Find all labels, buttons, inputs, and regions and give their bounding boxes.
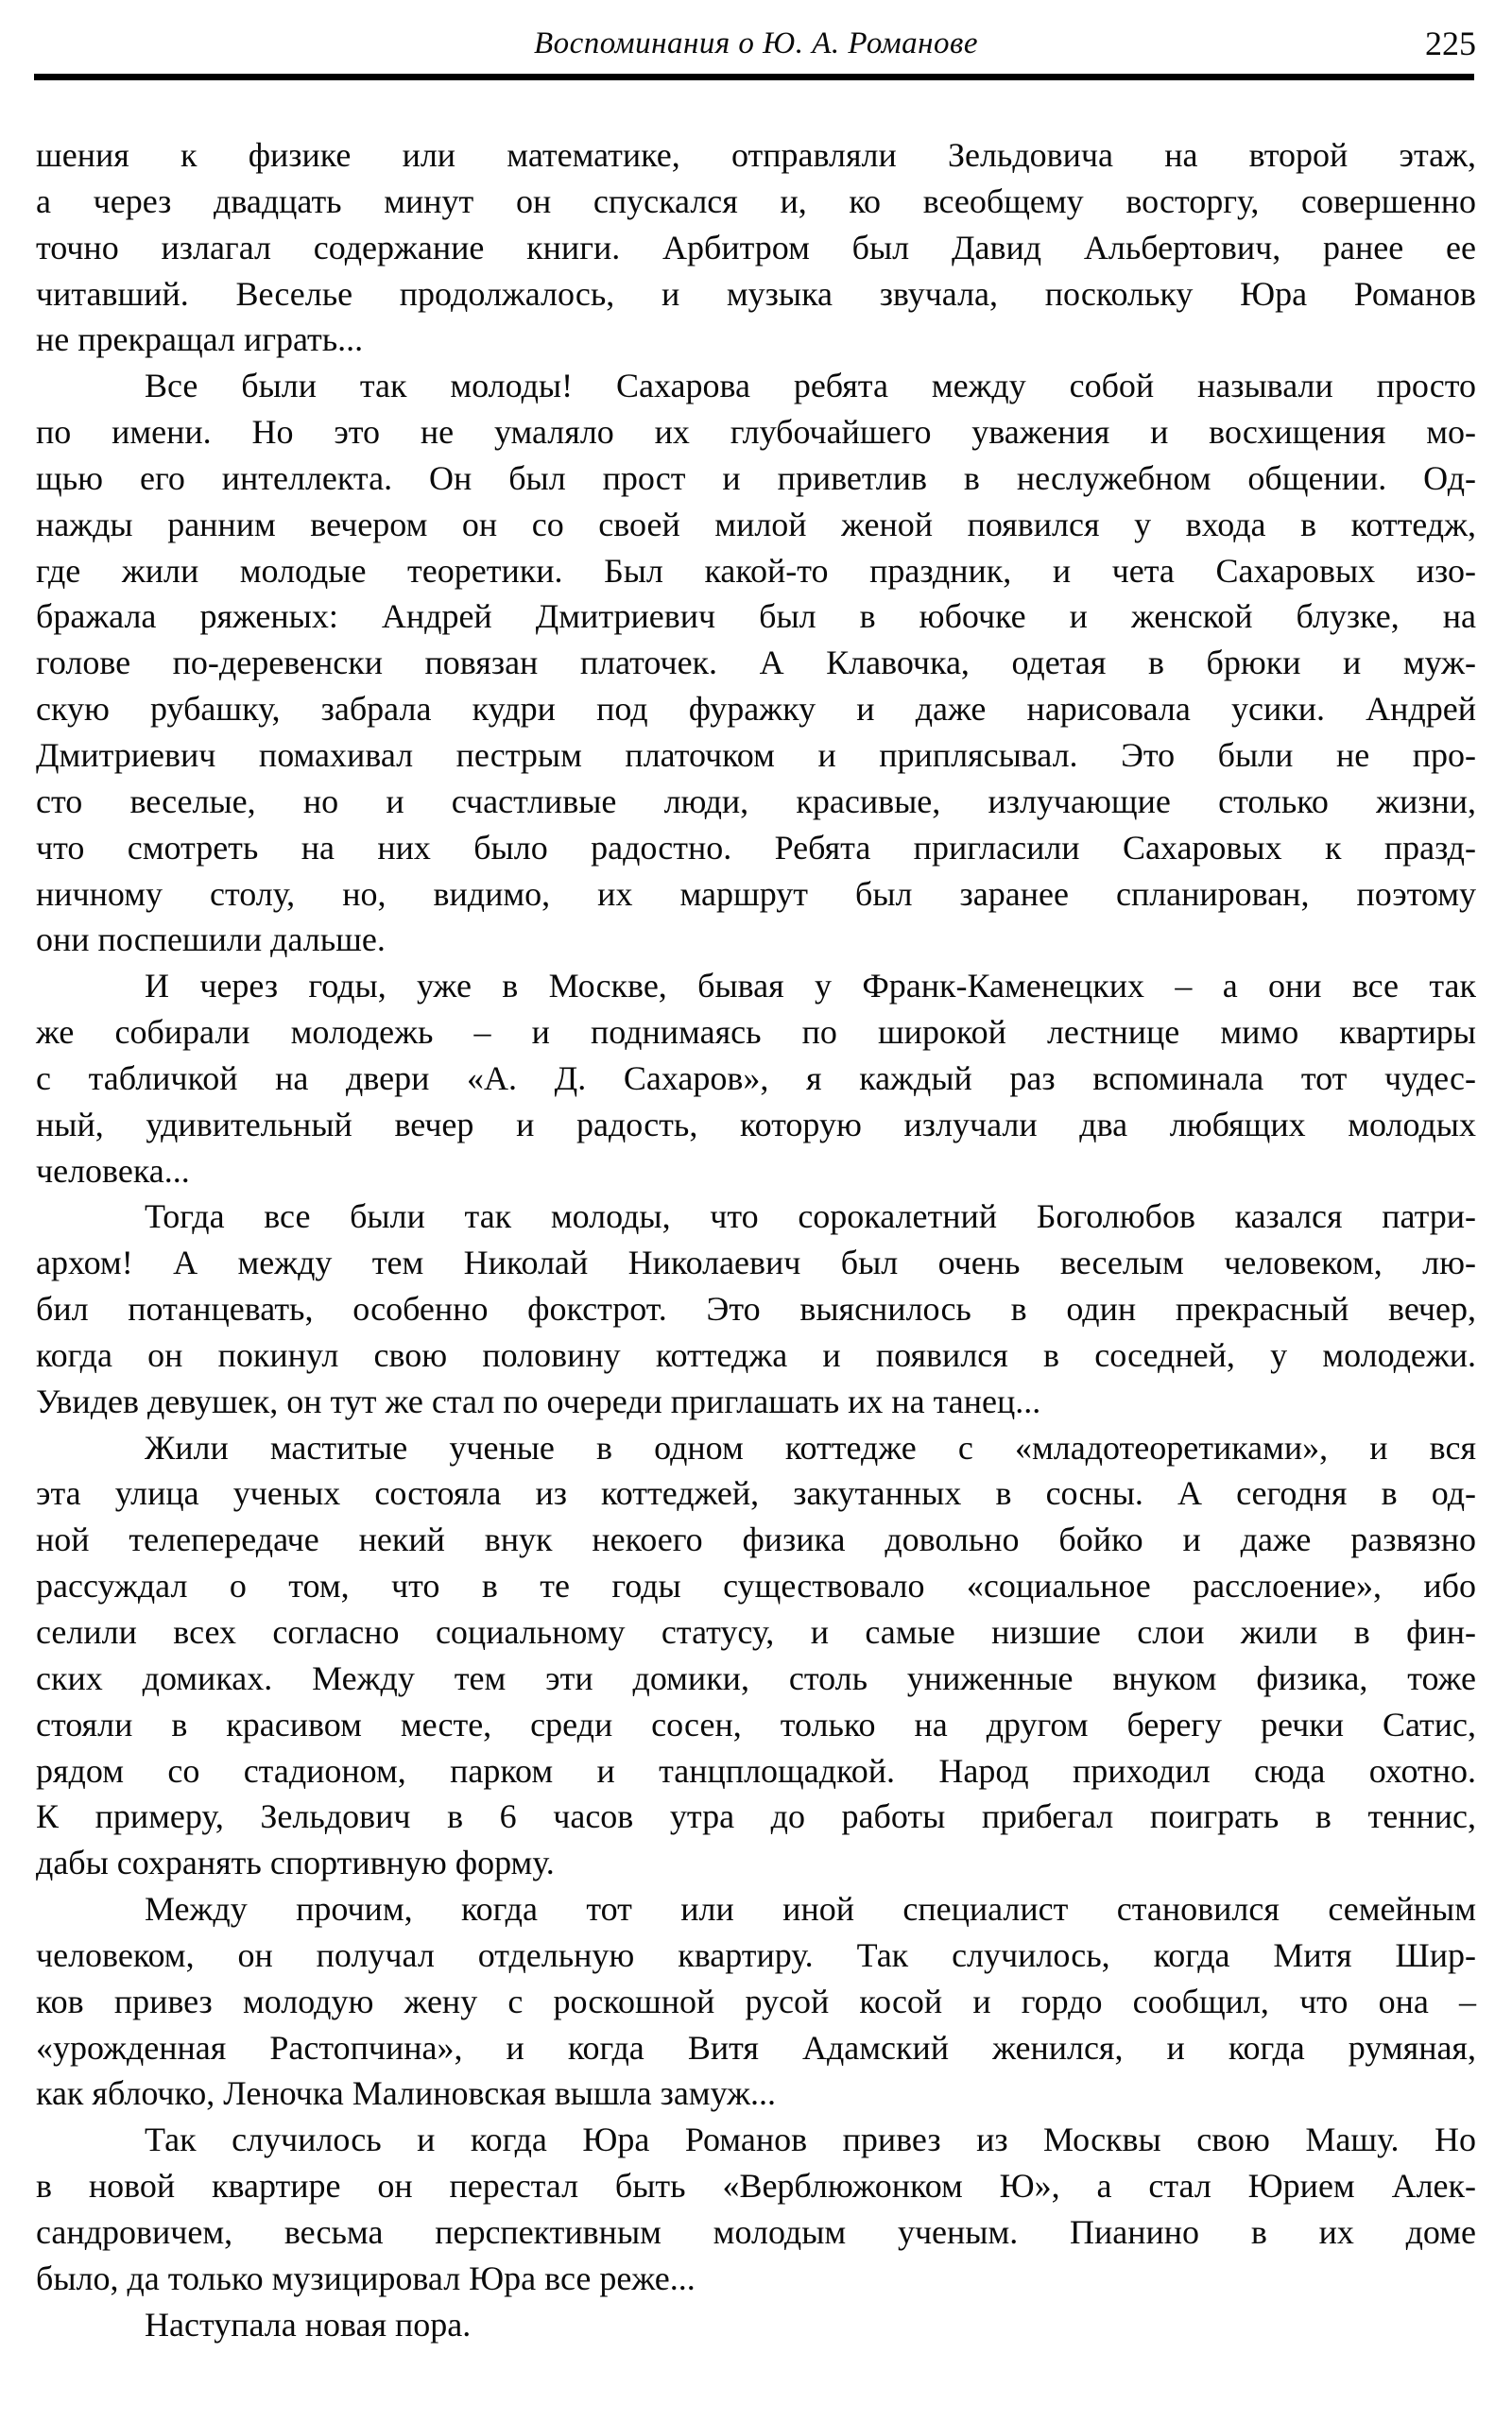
text-line: не прекращал играть...	[36, 320, 364, 359]
text-line: читавший. Веселье продолжалось, и музыка звучала, поскольку Юра Романов	[36, 274, 1476, 313]
text-line: Жили маститые ученые в одном коттедже с «младотеоретиками», и вся	[145, 1428, 1476, 1467]
text-line: архом! А между тем Николай Николаевич был очень веселым человеком, лю-	[36, 1244, 1476, 1282]
text-line: с табличкой на двери «А. Д. Сахаров», я каждый раз вспоминала тот чудес-	[36, 1058, 1476, 1097]
text-line: Наступала новая пора.	[145, 2305, 472, 2344]
text-line: голове по-деревенски повязан платочек. А Клавочка, одетая в брюки и муж-	[36, 644, 1476, 682]
text-line: Все были так молоды! Сахарова ребята между собой называли просто	[145, 367, 1476, 405]
text-line: по имени. Но это не умаляло их глубочайшего уважения и восхищения мо-	[36, 413, 1476, 452]
text-line: бражала ряженых: Андрей Дмитриевич был в юбочке и женской блузке, на	[36, 597, 1476, 636]
text-line: щью его интеллекта. Он был прост и приветлив в неслужебном общении. Од-	[36, 458, 1476, 497]
running-header	[36, 23, 1476, 64]
text-line: рассуждал о том, что в те годы существовало «социальное расслоение», ибо	[36, 1567, 1476, 1606]
text-line: а через двадцать минут он спускался и, ко всеобщему восторгу, совершенно	[36, 181, 1476, 220]
text-line: нажды ранним вечером он со своей милой женой появился у входа в коттедж,	[36, 505, 1476, 543]
text-line: как яблочко, Леночка Малиновская вышла замуж...	[36, 2074, 776, 2113]
text-line: «урожденная Растопчина», и когда Витя Адамский женился, и когда румяная,	[36, 2028, 1476, 2067]
text-line: же собирали молодежь – и поднимаясь по широкой лестнице мимо квартиры	[36, 1013, 1476, 1052]
text-line: дабы сохранять спортивную форму.	[36, 1844, 555, 1882]
header-rule	[34, 74, 1474, 80]
text-line: в новой квартире он перестал быть «Верблюжонком Ю», а стал Юрием Алек-	[36, 2167, 1476, 2206]
text-line: ной телепередаче некий внук некоего физика довольно бойко и даже развязно	[36, 1520, 1476, 1559]
text-line: бил потанцевать, особенно фокстрот. Это выяснилось в один прекрасный вечер,	[36, 1290, 1476, 1329]
header-title: Воспоминания о Ю. А. Романове	[533, 26, 979, 60]
text-line: К примеру, Зельдович в 6 часов утра до работы прибегал поиграть в теннис,	[36, 1797, 1476, 1836]
text-line: что смотреть на них было радостно. Ребята пригласили Сахаровых к празд-	[36, 828, 1476, 867]
text-line: было, да только музицировал Юра все реже...	[36, 2259, 696, 2297]
text-line: они поспешили дальше.	[36, 920, 386, 959]
text-line: Тогда все были так молоды, что сорокалетний Боголюбов казался патри-	[145, 1197, 1476, 1236]
text-line: точно излагал содержание книги. Арбитром был Давид Альбертович, ранее ее	[36, 228, 1476, 266]
text-line: скую рубашку, забрала кудри под фуражку и даже нарисовала усики. Андрей	[36, 690, 1476, 729]
text-line: стояли в красивом месте, среди сосен, только на другом берегу речки Сатис,	[36, 1705, 1476, 1743]
text-line: ничному столу, но, видимо, их маршрут был заранее спланирован, поэтому	[36, 874, 1476, 913]
text-line: ских домиках. Между тем эти домики, столь униженные внуком физика, тоже	[36, 1658, 1476, 1697]
text-line: эта улица ученых состояла из коттеджей, закутанных в сосны. А сегодня в од-	[36, 1474, 1476, 1513]
text-line: И через годы, уже в Москве, бывая у Франк-Каменецких – а они все так	[145, 967, 1476, 1005]
body-text	[36, 132, 1476, 2348]
text-line: шения к физике или математике, отправляли Зельдовича на второй этаж,	[36, 136, 1476, 174]
text-line: Между прочим, когда тот или иной специалист становился семейным	[145, 1890, 1476, 1929]
text-line: человеком, он получал отдельную квартиру. Так случилось, когда Митя Шир-	[36, 1935, 1476, 1974]
text-line: ный, удивительный вечер и радость, которую излучали два любящих молодых	[36, 1105, 1476, 1143]
text-line: Так случилось и когда Юра Романов привез из Москвы свою Машу. Но	[145, 2121, 1476, 2159]
text-line: где жили молодые теоретики. Был какой-то праздник, и чета Сахаровых изо-	[36, 551, 1476, 590]
text-line: селили всех согласно социальному статусу, и самые низшие слои жили в фин-	[36, 1613, 1476, 1651]
text-line: Дмитриевич помахивал пестрым платочком и приплясывал. Это были не про-	[36, 735, 1476, 774]
text-line: рядом со стадионом, парком и танцплощадкой. Народ приходил сюда охотно.	[36, 1751, 1476, 1790]
text-line: человека...	[36, 1151, 190, 1190]
text-line: когда он покинул свою половину коттеджа и появился в соседней, у молодежи.	[36, 1335, 1476, 1374]
text-line: сандровичем, весьма перспективным молодым ученым. Пианино в их доме	[36, 2212, 1476, 2251]
text-line: сто веселые, но и счастливые люди, красивые, излучающие столько жизни,	[36, 782, 1476, 820]
text-line: Увидев девушек, он тут же стал по очереди приглашать их на танец...	[36, 1382, 1041, 1420]
text-line: ков привез молодую жену с роскошной русой косой и гордо сообщил, что она –	[36, 1982, 1476, 2020]
header-page-number: 225	[1425, 25, 1476, 62]
